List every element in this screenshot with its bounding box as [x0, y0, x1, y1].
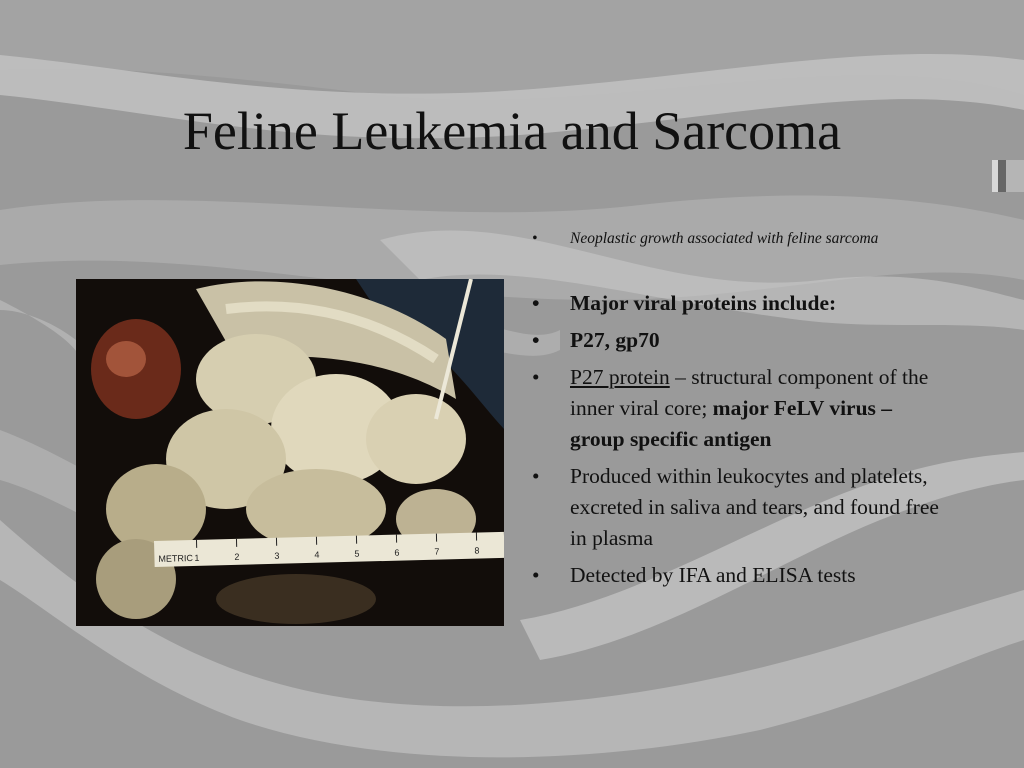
ruler-number: 8	[474, 545, 480, 556]
bullet-item	[532, 288, 942, 319]
ruler-number: 7	[434, 546, 440, 557]
ruler-number: 6	[394, 547, 400, 558]
ruler-number: 4	[314, 549, 320, 560]
bullet-list	[532, 228, 942, 597]
bullet-text: P27, gp70	[570, 328, 660, 352]
bullet-text: Produced within leukocytes and platelets, excreted in saliva and tears, and found free in plasma	[570, 464, 939, 550]
bullet-item	[532, 461, 942, 554]
bullet-item	[532, 560, 942, 591]
bullet-text: Detected by IFA and ELISA tests	[570, 563, 856, 587]
bullet-bold-text: major FeLV virus – group specific antigen	[570, 396, 893, 451]
bullet-item	[532, 228, 942, 250]
bullet-text: Neoplastic growth associated with feline sarcoma	[570, 230, 879, 247]
ruler-number: 2	[234, 551, 240, 562]
bullet-text: – structural component of the inner viral core;	[570, 365, 929, 420]
ruler-number: 1	[194, 552, 200, 563]
specimen-photo	[76, 279, 504, 626]
bullet-item	[532, 362, 942, 455]
slide-title: Feline Leukemia and Sarcoma	[182, 101, 842, 161]
bullet-text: Major viral proteins include:	[570, 291, 837, 315]
ruler-number: 5	[354, 548, 360, 559]
ruler-number: 3	[274, 550, 280, 561]
ruler-label: METRIC	[158, 552, 194, 564]
bullet-item	[532, 325, 942, 356]
bullet-underlined-term: P27 protein	[570, 365, 670, 389]
